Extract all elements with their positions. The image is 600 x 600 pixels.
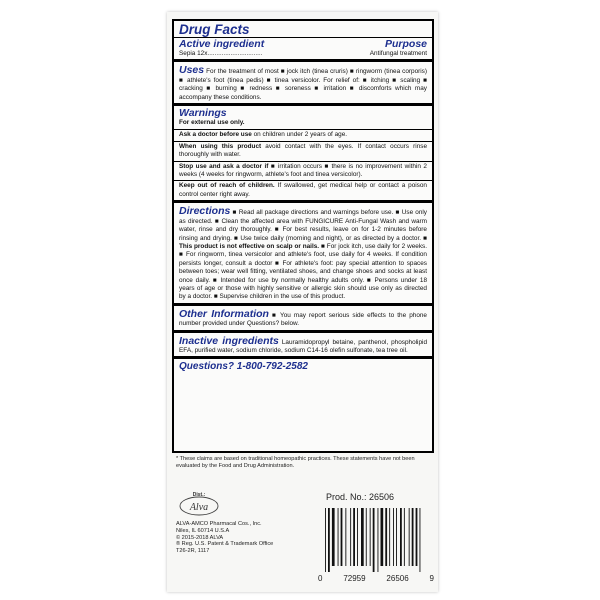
company-line: Niles, IL 60714 U.S.A [176,527,230,534]
barcode-bar [396,508,397,566]
barcode-bar [328,508,330,572]
barcode-bar [366,508,367,566]
divider-heavy [174,330,432,333]
uses-section [179,64,427,102]
divider-heavy [174,200,432,203]
barcode-bar [332,508,335,566]
divider-heavy [174,356,432,359]
external-use-warning: For external use only. [179,119,245,127]
purpose-heading: Purpose [384,38,427,50]
upc-barcode [323,508,427,572]
questions-phone: Questions? 1-800-792-2582 [179,361,308,373]
other-information-heading: Other Information [179,307,269,320]
inactive-ingredients-text: Lauramidopropyl betaine, panthenol, phospholipid EFA, purified water, sodium chloride, sodium C14-16 olefin sulfonate, tea tree oil. [179,338,427,354]
when-using-text: avoid contact with the eyes. If contact occurs rinse thoroughly with water. [179,142,427,159]
barcode-bar [385,508,387,566]
alva-logo [177,491,221,517]
barcode-digits [318,574,434,583]
homeopathic-disclaimer: * These claims are based on traditional homeopathic practices. These statements have not been evaluated by the Food and Drug Administration. [176,456,415,469]
uses-heading: Uses [179,64,205,77]
product-number: Prod. No.: 26506 [326,492,395,502]
logo-text: Alva [189,502,209,513]
inactive-ingredients-heading: Inactive ingredients [179,334,279,347]
barcode-bar [404,508,405,566]
when-using-warning [179,143,427,160]
barcode-bar [341,508,343,566]
inactive-ingredients-section [179,335,427,356]
ask-doctor-warning [179,131,427,139]
barcode-bar [400,508,402,566]
divider-heavy [174,103,432,106]
directions-text-2: ■ For jock itch, use daily for 2 weeks. ■ For ringworm, tinea versicolor and athlete's foot, use daily for 4 weeks. If condition persists longer, consult a doctor ■ For athlete's foot: pay special attention to spaces between toes; wear well fitting, ventilated shoes, and change shoes and socks at least once daily. ■ Intended for use by normally healthy adults only. ■ Persons under 18 years of age or those with highly sensitive or allergic skin should use only as directed by a doctor. ■ Supervise children in the use of this product. [179,242,427,301]
active-ingredient-name: Sepia 12x [179,50,208,57]
barcode-bar [378,508,379,572]
divider [174,129,432,130]
barcode-digit-group: 72959 [343,574,366,583]
barcode-bar [357,508,358,566]
directions-bold-note: ■ This product is not effective on scalp or nails. [179,234,427,250]
directions-text-1: ■ Read all package directions and warnings before use. ■ Use only as directed. ■ Clean the affected area with FUNGICURE Anti-Fungal Wash and warm water, rinse and dry thoroughly. ■ For best results, leave on for 1-2 minutes before rinsing and drying. ■ Use twice daily (morning and night), or as directed by a doctor. [179,209,427,242]
barcode-bar [338,508,339,566]
barcode-bar [393,508,394,566]
barcode-bar [373,508,375,572]
purpose-text: Antifungal treatment [369,50,427,57]
barcode-digit-group: 26506 [386,574,409,583]
barcode-bar [416,508,418,566]
dist-label: Dist.: [192,492,206,498]
company-line: ® Reg. U.S. Patent & Trademark Office [176,541,274,548]
ask-doctor-bold: Ask a doctor before use [179,131,252,139]
barcode-bar [361,508,364,566]
company-address [176,521,296,555]
directions-heading: Directions [179,205,231,218]
stop-use-warning [179,163,427,180]
barcode-digit-group: 9 [429,574,434,583]
active-ingredient-header-row [179,38,427,50]
dot-leader: ............................... [207,50,263,57]
company-line: © 2015-2018 ALVA [176,534,224,541]
divider-heavy [174,59,432,62]
barcode-bar [409,508,410,566]
other-information-text: ■ You may report serious side effects to the phone number provided under Questions? below. [179,311,427,328]
drug-facts-title: Drug Facts [179,22,250,37]
barcode-bar [420,508,421,572]
barcode-bar [350,508,351,566]
barcode-bar [370,508,371,566]
barcode-digit-group: 0 [318,574,323,583]
stop-use-text: ■ irritation occurs ■ there is no improvement within 2 weeks (4 weeks for ringworm, athlete's foot and tinea versicolor). [179,162,427,179]
company-line: ALVA-AMCO Pharmacal Cos., Inc. [176,521,262,527]
keep-out-bold: Keep out of reach of children. [179,182,275,190]
uses-text: For the treatment of most ■ jock itch (tinea cruris) ■ ringworm (tinea corporis) ■ athlete's foot (tinea pedis) ■ tinea versicolor. For relief of: ■ itching ■ scaling ■ cracking ■ burning ■ redness ■ soreness ■ irritation ■ discomforts which may accompany these conditions. [179,68,427,101]
active-ingredient-row [179,50,427,58]
keep-out-text: If swallowed, get medical help or contact a poison control center right away. [179,182,427,198]
when-using-bold: When using this product [179,142,262,150]
directions-section [179,205,427,301]
divider [174,180,432,181]
ask-doctor-text: on children under 2 years of age. [251,131,348,139]
warnings-heading: Warnings [179,107,227,120]
drug-facts-label [172,19,434,453]
stop-use-bold: Stop use and ask a doctor if [179,162,269,170]
barcode-bar [389,508,390,566]
barcode-bar [325,508,326,572]
divider [174,141,432,142]
other-information-section [179,308,427,329]
barcode-bar [381,508,384,566]
barcode-bar [353,508,355,566]
divider [174,161,432,162]
barcode-bar [345,508,346,566]
barcode-bar [412,508,414,566]
company-line: T26-2R, 1117 [176,548,210,555]
divider-heavy [174,303,432,306]
keep-out-warning [179,182,427,199]
active-ingredient-heading: Active ingredient [179,38,265,50]
